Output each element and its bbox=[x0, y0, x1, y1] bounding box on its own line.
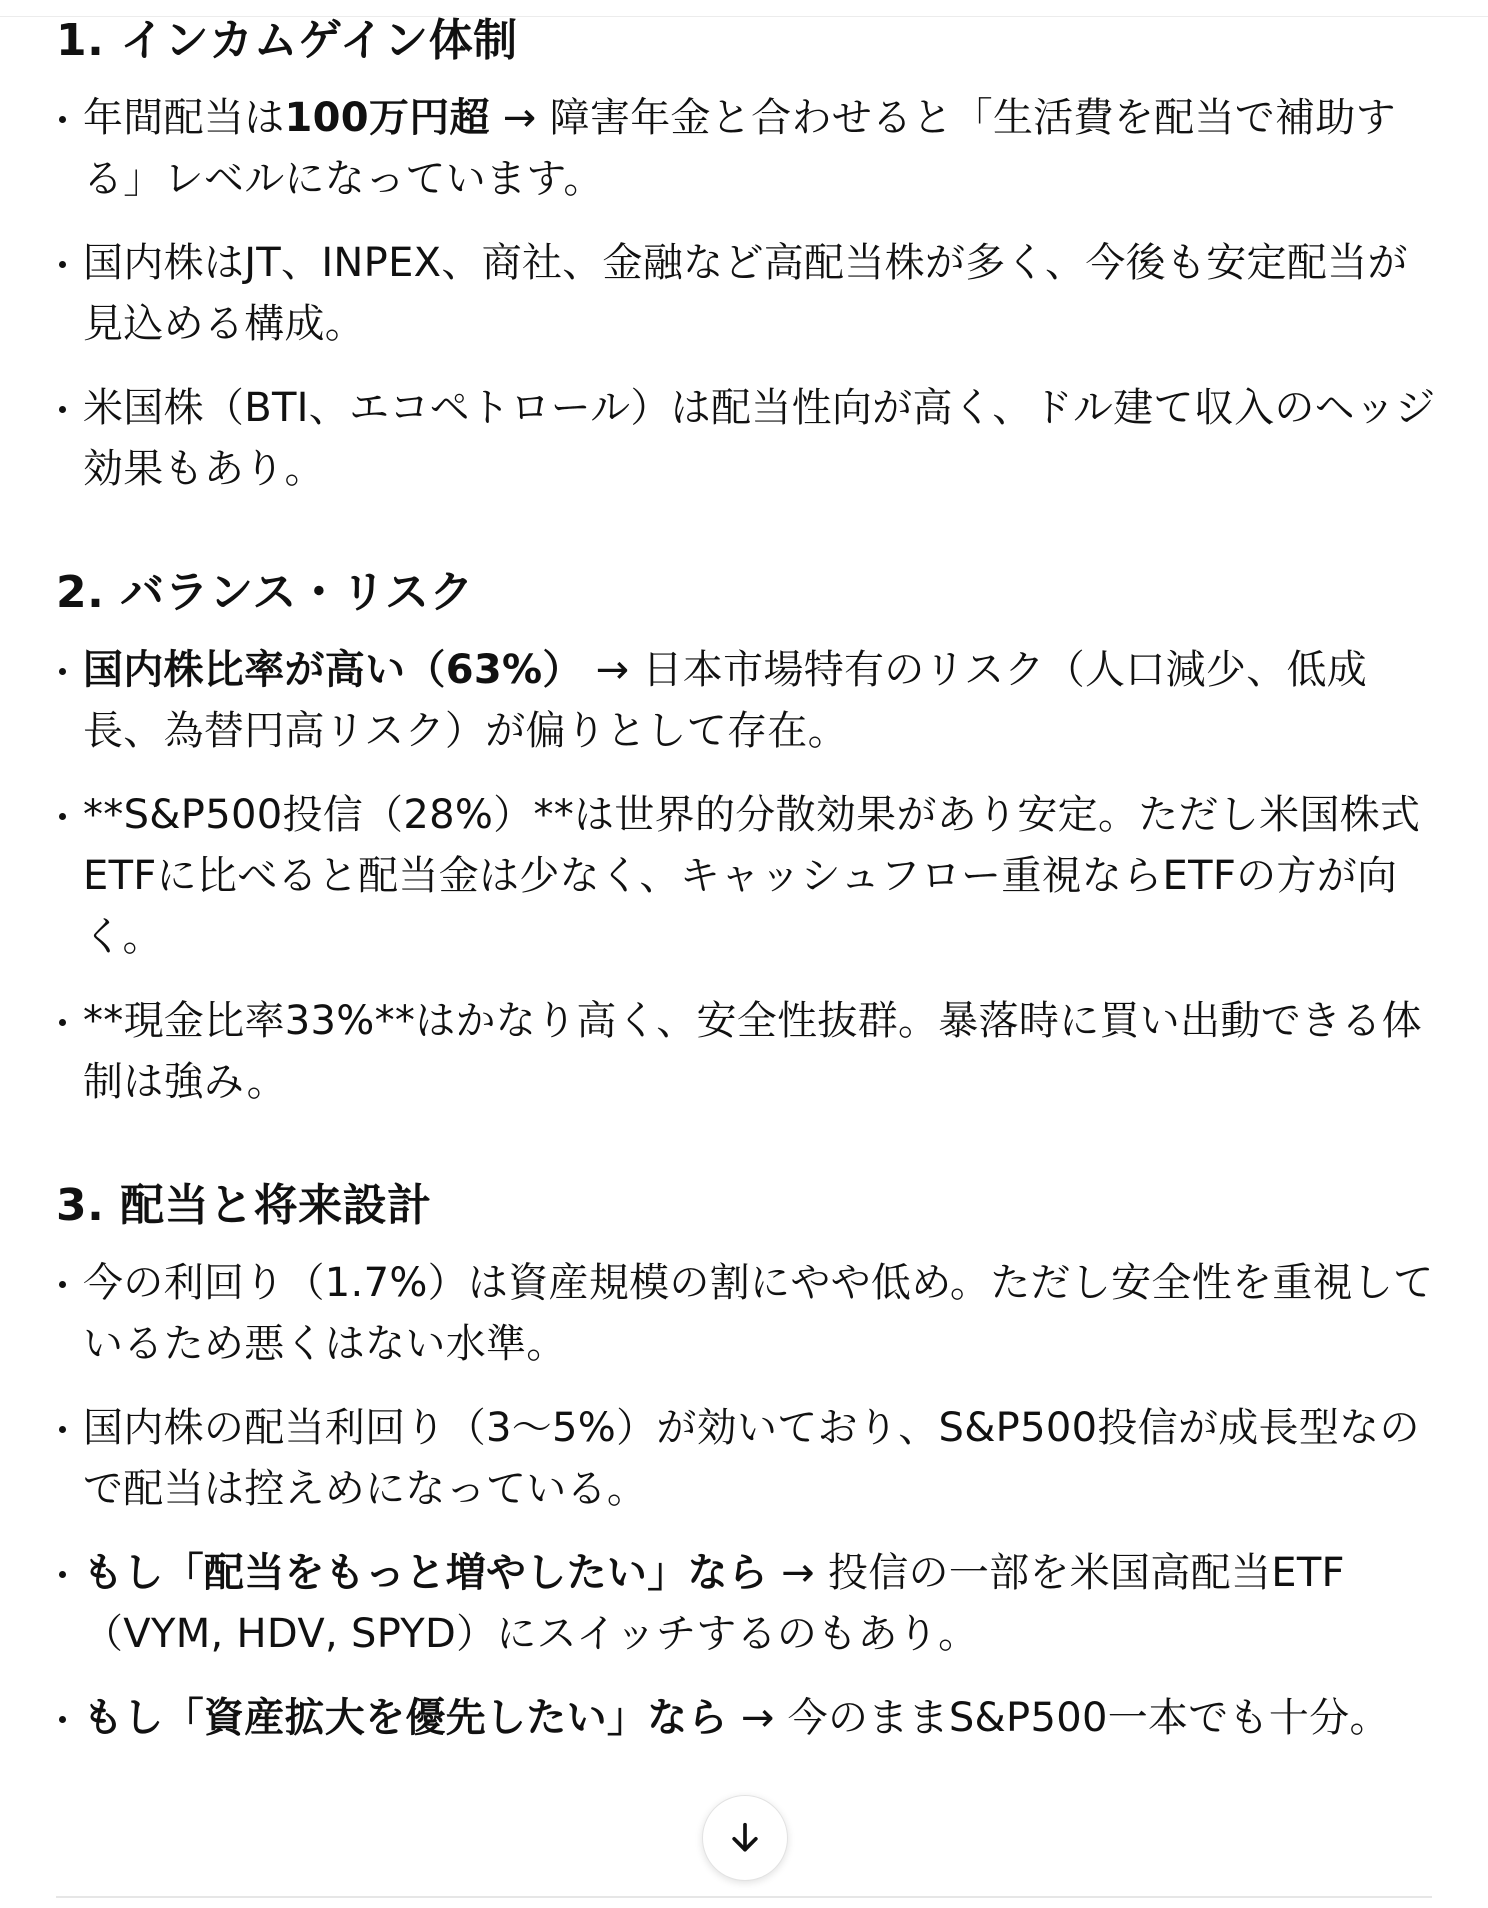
list-item bbox=[56, 640, 1436, 762]
bullet-list bbox=[56, 1253, 1436, 1749]
section-balance-risk bbox=[56, 558, 1436, 1113]
section-income bbox=[56, 6, 1436, 500]
list-item bbox=[56, 233, 1436, 355]
text-run: 年間配当は bbox=[83, 95, 285, 141]
bold-text: もし「配当をもっと増やしたい」なら bbox=[83, 1550, 769, 1596]
text-run: → 障害年金と合わせると「生活費を配当で補助する」レベルになっています。 bbox=[83, 95, 1396, 202]
message-content bbox=[56, 6, 1436, 1749]
section-heading: 2. バランス・リスク bbox=[56, 567, 474, 618]
bullet-list bbox=[56, 88, 1436, 500]
list-item bbox=[56, 1398, 1436, 1520]
list-item bbox=[56, 1543, 1436, 1665]
list-item bbox=[56, 378, 1436, 500]
list-item bbox=[56, 1253, 1436, 1375]
list-item bbox=[56, 1688, 1436, 1749]
text-run: → 日本市場特有のリスク（人口減少、低成長、為替円高リスク）が偏りとして存在。 bbox=[83, 647, 1368, 754]
text-run: 今の利回り（1.7%）は資産規模の割にやや低め。ただし安全性を重視しているため悪くはない水準。 bbox=[83, 1260, 1434, 1367]
bold-text: もし「資産拡大を優先したい」なら bbox=[83, 1695, 728, 1741]
section-heading: 3. 配当と将来設計 bbox=[56, 1180, 432, 1231]
section-heading: 1. インカムゲイン体制 bbox=[56, 15, 518, 66]
text-run: → 投信の一部を米国高配当ETF（VYM, HDV, SPYD）にスイッチするのもあり。 bbox=[83, 1550, 1345, 1657]
text-run: **S&P500投信（28%）**は世界的分散効果があり安定。ただし米国株式ETFに比べると配当金は少なく、キャッシュフロー重視ならETFの方が向く。 bbox=[83, 792, 1421, 960]
text-run: → 今のままS&P500一本でも十分。 bbox=[727, 1695, 1390, 1741]
bottom-divider bbox=[56, 1896, 1432, 1898]
section-dividend-future bbox=[56, 1171, 1436, 1749]
text-run: **現金比率33%**はかなり高く、安全性抜群。暴落時に買い出動できる体制は強み。 bbox=[83, 998, 1422, 1105]
bullet-list bbox=[56, 640, 1436, 1113]
arrow-down-icon bbox=[725, 1818, 765, 1858]
text-run: 国内株の配当利回り（3〜5%）が効いており、S&P500投信が成長型なので配当は控えめになっている。 bbox=[83, 1405, 1420, 1512]
list-item bbox=[56, 785, 1436, 968]
bold-text: 100万円超 bbox=[284, 95, 490, 141]
text-run: 米国株（BTI、エコペトロール）は配当性向が高く、ドル建て収入のヘッジ効果もあり。 bbox=[83, 385, 1436, 492]
bold-text: 国内株比率が高い（63%） bbox=[83, 647, 583, 693]
list-item bbox=[56, 991, 1436, 1113]
scroll-to-bottom-button[interactable] bbox=[702, 1795, 788, 1881]
text-run: 国内株はJT、INPEX、商社、金融など高配当株が多く、今後も安定配当が見込める構成。 bbox=[83, 240, 1408, 347]
list-item bbox=[56, 88, 1436, 210]
